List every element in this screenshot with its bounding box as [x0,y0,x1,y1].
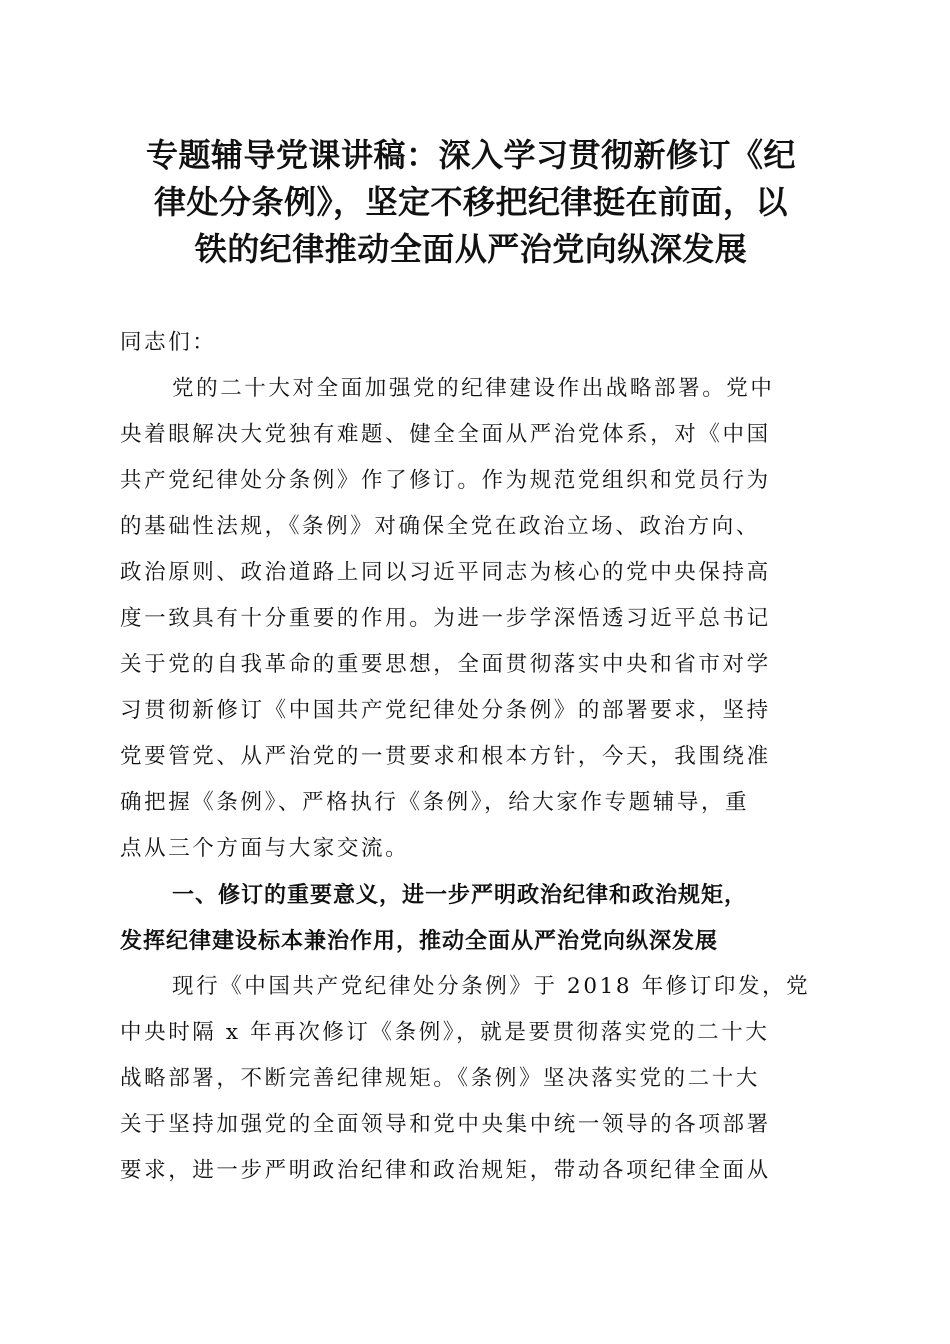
heading-line: 一、修订的重要意义，进一步严明政治纪律和政治规矩， [172,882,748,908]
text-line: 政治原则、政治道路上同以习近平同志为核心的党中央保持高 [120,560,771,585]
text-line: 关于坚持加强党的全面领导和党中央集中统一领导的各项部署 [120,1112,771,1137]
title-line: 律处分条例》，坚定不移把纪律挺在前面，以 [153,183,788,221]
text-line: 战略部署，不断完善纪律规矩。《条例》坚决落实党的二十大 [120,1066,760,1091]
document-title [118,132,824,273]
text-line: 关于党的自我革命的重要思想，全面贯彻落实中央和省市对学 [120,652,771,677]
text-line: 要求，进一步严明政治纪律和政治规矩，带动各项纪律全面从 [120,1158,771,1183]
text-line: 现行《中国共产党纪律处分条例》于 2018 年修订印发，党 [172,974,811,999]
paragraph-intro [120,366,824,872]
text-line: 确把握《条例》、严格执行《条例》，给大家作专题辅导，重 [120,790,750,815]
section-heading-1 [120,872,824,964]
text-line: 点从三个方面与大家交流。 [120,836,410,861]
heading-line: 发挥纪律建设标本兼治作用，推动全面从严治党向纵深发展 [120,928,719,954]
text-line: 度一致具有十分重要的作用。为进一步学深悟透习近平总书记 [120,606,771,631]
text-line: 央着眼解决大党独有难题、健全全面从严治党体系，对《中国 [120,422,771,447]
text-line: 的基础性法规，《条例》对确保全党在政治立场、政治方向、 [120,514,760,539]
document-body [120,320,824,1194]
title-line: 铁的纪律推动全面从严治党向纵深发展 [194,230,748,268]
text-line: 中央时隔 x 年再次修订《条例》，就是要贯彻落实党的二十大 [120,1020,770,1045]
text-line: 党的二十大对全面加强党的纪律建设作出战略部署。党中 [172,376,775,401]
text-line: 党要管党、从严治党的一贯要求和根本方针，今天，我围绕准 [120,744,771,769]
text-line: 共产党纪律处分条例》作了修订。作为规范党组织和党员行为 [120,468,771,493]
title-line: 专题辅导党课讲稿：深入学习贯彻新修订《纪 [145,136,796,174]
text-line: 习贯彻新修订《中国共产党纪律处分条例》的部署要求，坚持 [120,698,771,723]
greeting: 同志们： [120,330,217,355]
paragraph-section-1 [120,964,824,1194]
